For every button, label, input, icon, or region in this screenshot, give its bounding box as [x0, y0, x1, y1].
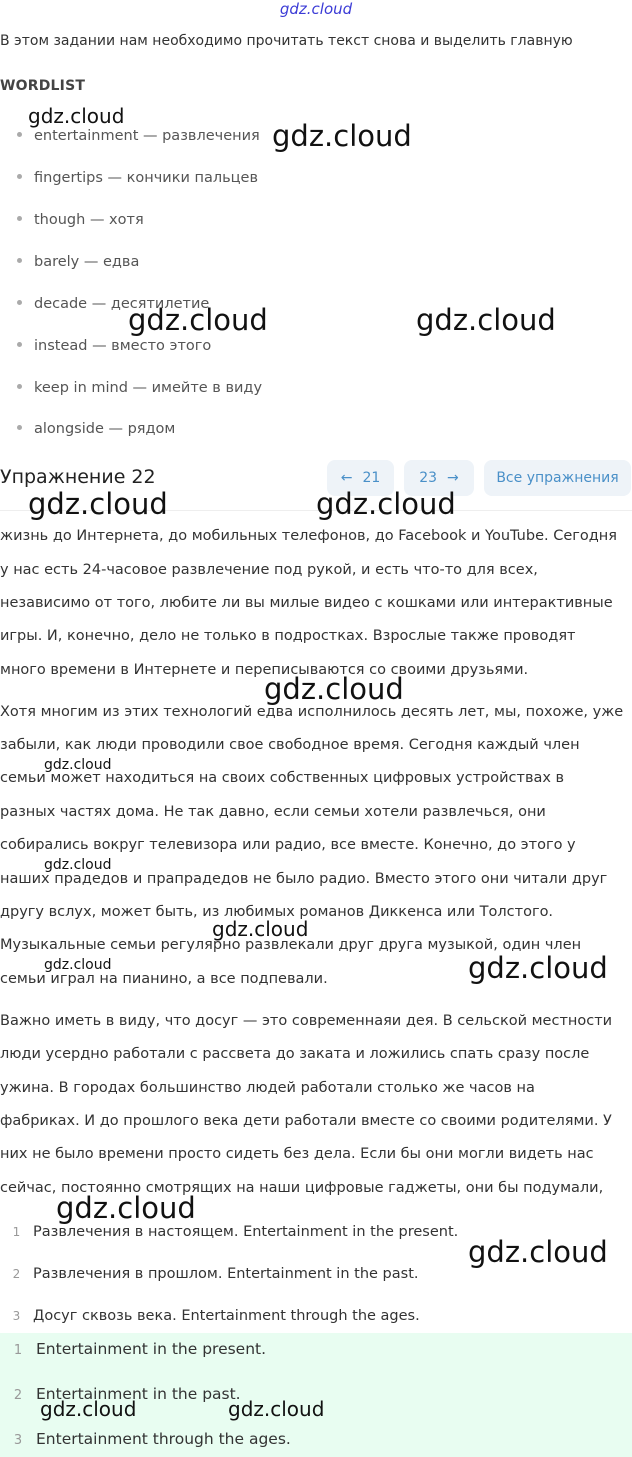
bullet-icon	[17, 384, 22, 389]
bullet-icon	[17, 300, 22, 305]
watermark: gdz.cloud	[128, 303, 268, 337]
arrow-left-icon: ←	[340, 470, 353, 486]
text-line: разных частях дома. Не так давно, если семьи хотели развлечься, они	[0, 804, 546, 820]
answer-item: 3 Досуг сквозь века. Entertainment through the ages.	[12, 1308, 420, 1324]
watermark: gdz.cloud	[316, 487, 456, 521]
answer-box-item: 2 Entertainment in the past.	[13, 1385, 241, 1403]
text-line: другу вслух, может быть, из любимых романов Диккенса или Толстого.	[0, 904, 554, 920]
wordlist-item: fingertips — кончики пальцев	[0, 170, 258, 186]
watermark: gdz.cloud	[416, 303, 556, 337]
wordlist-item: entertainment — развлечения	[0, 128, 260, 144]
text-line: Важно иметь в виду, что досуг — это современнаяи дея. В сельской местности	[0, 1013, 613, 1029]
text-line: Хотя многим из этих технологий едва исполнилось десять лет, мы, похоже, уже	[0, 704, 624, 720]
text-line: семьи играл на пианино, а все подпевали.	[0, 971, 328, 987]
text-line: у нас есть 24-часовое развлечение под рукой, и есть что-то для всех,	[0, 562, 538, 578]
watermark: gdz.cloud	[44, 757, 112, 773]
answer-item: 2 Развлечения в прошлом. Entertainment in the past.	[12, 1266, 419, 1282]
watermark: gdz.cloud	[264, 672, 404, 706]
answer-item: 1 Развлечения в настоящем. Entertainment in the present.	[12, 1224, 459, 1240]
text-line: наших прадедов и прапрадедов не было радио. Вместо этого они читали друг	[0, 871, 608, 887]
watermark: gdz.cloud	[212, 917, 309, 941]
bullet-icon	[17, 425, 22, 430]
all-exercises-button[interactable]: Все упражнения	[484, 460, 631, 496]
watermark: gdz.cloud	[28, 104, 125, 128]
wordlist-item: alongside — рядом	[0, 421, 175, 437]
bullet-icon	[17, 132, 22, 137]
text-line: игры. И, конечно, дело не только в подростках. Взрослые также проводят	[0, 628, 576, 644]
text-line: них не было времени просто сидеть без дела. Если бы они могли видеть нас	[0, 1146, 594, 1162]
wordlist-item: keep in mind — имейте в виду	[0, 380, 262, 396]
text-line: много времени в Интернете и переписываются со своими друзьями.	[0, 662, 529, 678]
text-line: жизнь до Интернета, до мобильных телефонов, до Facebook и YouTube. Сегодня	[0, 528, 617, 544]
bullet-icon	[17, 174, 22, 179]
watermark: gdz.cloud	[40, 1397, 137, 1421]
answer-box-item: 1 Entertainment in the present.	[13, 1340, 267, 1358]
text-line: Музыкальные семьи регулярно развлекали друг друга музыкой, один член	[0, 937, 582, 953]
next-exercise-button[interactable]: 23 →	[404, 460, 474, 496]
text-line: сейчас, постоянно смотрящих на наши цифровые гаджеты, они бы подумали,	[0, 1180, 604, 1196]
watermark: gdz.cloud	[228, 1397, 325, 1421]
watermark-top: gdz.cloud	[279, 0, 353, 18]
watermark: gdz.cloud	[56, 1191, 196, 1225]
text-line: собирались вокруг телевизора или радио, все вместе. Конечно, до этого у	[0, 837, 576, 853]
text-line: фабриках. И до прошлого века дети работали вместе со своими родителями. У	[0, 1113, 612, 1129]
text-line: независимо от того, любите ли вы милые видео с кошками или интерактивные	[0, 595, 613, 611]
watermark: gdz.cloud	[28, 487, 168, 521]
wordlist-item: barely — едва	[0, 254, 139, 270]
answer-box-item: 3 Entertainment through the ages.	[13, 1430, 291, 1448]
text-line: забыли, как люди проводили свое свободное время. Сегодня каждый член	[0, 737, 580, 753]
intro-text: В этом задании нам необходимо прочитать текст снова и выделить главную	[0, 33, 573, 49]
watermark: gdz.cloud	[44, 957, 112, 973]
prev-exercise-button[interactable]: ← 21	[327, 460, 394, 496]
watermark: gdz.cloud	[44, 857, 112, 873]
watermark: gdz.cloud	[272, 119, 412, 153]
bullet-icon	[17, 258, 22, 263]
text-line: люди усердно работали с рассвета до заката и ложились спать сразу после	[0, 1046, 590, 1062]
text-line: семьи может находиться на своих собственных цифровых устройствах в	[0, 770, 565, 786]
watermark: gdz.cloud	[468, 1235, 608, 1269]
watermark: gdz.cloud	[468, 951, 608, 985]
wordlist-item: though — хотя	[0, 212, 144, 228]
wordlist-item: decade — десятилетие	[0, 296, 209, 312]
arrow-right-icon: →	[447, 470, 459, 486]
wordlist-title: WORDLIST	[0, 78, 86, 94]
bullet-icon	[17, 342, 22, 347]
bullet-icon	[17, 216, 22, 221]
text-line: ужина. В городах большинство людей работали столько же часов на	[0, 1080, 535, 1096]
exercise-title: Упражнение 22	[0, 466, 156, 488]
wordlist-item: instead — вместо этого	[0, 338, 211, 354]
